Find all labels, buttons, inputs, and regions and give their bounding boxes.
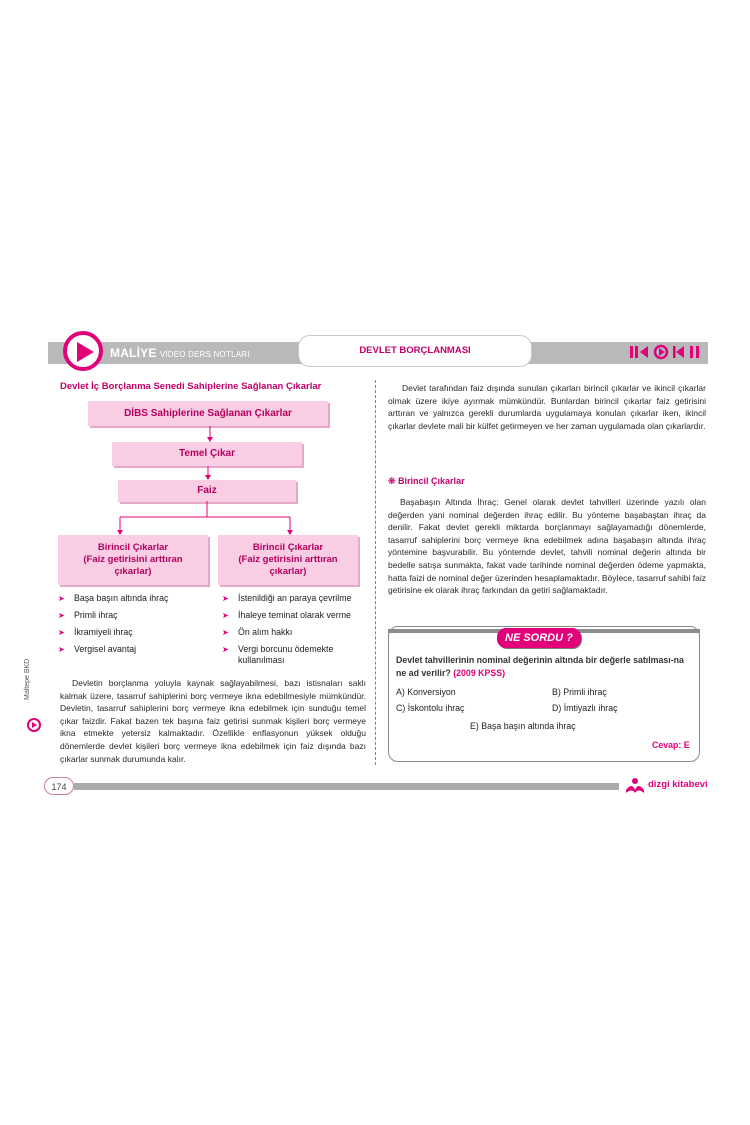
publisher-name: dizgi kitabevi xyxy=(648,779,708,790)
chapter-tab: DEVLET BORÇLANMASI xyxy=(298,335,532,367)
list-left xyxy=(58,593,208,661)
option-d[interactable]: D) İmtiyazlı ihraç xyxy=(552,703,618,713)
section-title: Devlet İç Borçlanma Senedi Sahiplerine Sağlanan Çıkarlar xyxy=(60,381,322,392)
diagram-box-faiz: Faiz xyxy=(118,480,296,502)
side-play-icon xyxy=(27,718,41,732)
list-item: ➤ Başa başın altında ihraç xyxy=(58,593,208,604)
brand-sub: VİDEO DERS NOTLARI xyxy=(159,350,250,359)
diagram-box-left xyxy=(58,535,208,585)
list-right xyxy=(222,593,362,672)
diagram-arrow xyxy=(203,466,213,481)
brand-title xyxy=(110,346,250,360)
list-item: ➤ İhaleye teminat olarak verme xyxy=(222,610,362,621)
right-paragraph-2: Başabaşın Altında İhraç: Genel olarak devlet tahvilleri üzerinde yazılı olan değerden yani nominal değerden ihraç edilir. Bu yönteme başabaştan ihraç da denilir. Fakat devlet gerekli miktarda borçlanmayı sağlayamadığı dönemlerde, tasarruf sahiplerini borç vermeye ikna edebilmek adına başabaşın altında ihraç yöntemine başvurabilir. Bu yöntemde devlet, tahvili nominal değerin altında bir bedelle satışa sunmakta, fakat vade tarihinde nominal değerden ödeme yapmakta, hatta faizi de nominal değer üzerinden hesaplamaktadır. Böylece, tasarruf sahibi faiz getirisine ek olarak ihraç farkından da getiri sağlamaktadır. xyxy=(388,497,706,596)
list-item: ➤ Primli ihraç xyxy=(58,610,208,621)
diagram-box-right xyxy=(218,535,358,585)
list-item: ➤ İkramiyeli ihraç xyxy=(58,627,208,638)
footer-bar xyxy=(74,783,619,790)
left-paragraph: Devletin borçlanma yoluyla kaynak sağlayabilmesi, bazı istisnaları saklı kalmak üzere, tasarruf sahiplerini borç vermeye ikna edebilmesiyle mümkündür. Devletin, tasarruf sahiplerini borç vermeye ikna edebilmek için sunduğu temel çıkar faizdir. Fakat bazen tek başına faiz getirisi sunmak kişileri borç vermeye ikna etmekte yetersiz kalmaktadır. Özellikle enflasyonun yüksek olduğu dönemlerde devlet kişileri borç vermeye ikna edebilmek için faiz dışında bazı çıkarlar sunmak durumunda kalır. xyxy=(60,678,366,764)
diagram-connector xyxy=(110,501,310,537)
play-icon[interactable] xyxy=(63,331,103,371)
ne-sordu-badge: NE SORDU ? xyxy=(497,628,581,648)
answer-label: Cevap: E xyxy=(652,740,690,750)
option-a[interactable]: A) Konversiyon xyxy=(396,687,456,697)
list-item: ➤ Vergisel avantaj xyxy=(58,644,208,655)
diagram-box-left-text: Birincil Çıkarlar (Faiz getirisini arttıran çıkarlar) xyxy=(83,542,183,577)
column-divider xyxy=(375,380,376,765)
option-b[interactable]: B) Primli ihraç xyxy=(552,687,607,697)
diagram-box-right-text: Birincil Çıkarlar (Faiz getirisini arttıran çıkarlar) xyxy=(238,542,338,577)
media-controls-icon[interactable] xyxy=(628,343,708,361)
question-ref: (2009 KPSS) xyxy=(453,667,506,678)
diagram-arrow xyxy=(205,426,215,443)
diagram-box-mid: Temel Çıkar xyxy=(112,442,302,466)
publisher-logo-icon xyxy=(624,776,646,796)
diagram-box-top: DİBS Sahiplerine Sağlanan Çıkarlar xyxy=(88,401,328,426)
right-paragraph-1: Devlet tarafından faiz dışında sunulan çıkarları birincil çıkarlar ve ikincil çıkarlar olmak üzere ikiye ayırmak mümkündür. Bunlardan birincil çıkarlar faiz getirisini arttıran ve yalnızca gerekli durumlarda uygulamaya konulan çıkarlar iken, ikincil çıkarlar devlete mali bir külfet getirmeyen ve her zaman uygulamada olan çıkarlardır. xyxy=(388,383,706,431)
subsection-title: ❊ Birincil Çıkarlar xyxy=(388,476,465,486)
page-number: 174 xyxy=(44,777,74,795)
list-item: ➤ Ön alım hakkı xyxy=(222,627,362,638)
question-stem: Devlet tahvillerinin nominal değerinin altında bir değerle satılması-na ne ad verilir? xyxy=(396,655,684,678)
list-item: ➤ Vergi borcunu ödemekte kullanılması xyxy=(222,644,362,666)
side-label: Maltepe BKD xyxy=(24,658,31,700)
option-c[interactable]: C) İskontolu ihraç xyxy=(396,703,465,713)
brand-main: MALİYE xyxy=(110,346,157,360)
question-text xyxy=(396,654,692,679)
option-e[interactable]: E) Başa başın altında ihraç xyxy=(470,721,576,731)
list-item: ➤ İstenildiği an paraya çevrilme xyxy=(222,593,362,604)
